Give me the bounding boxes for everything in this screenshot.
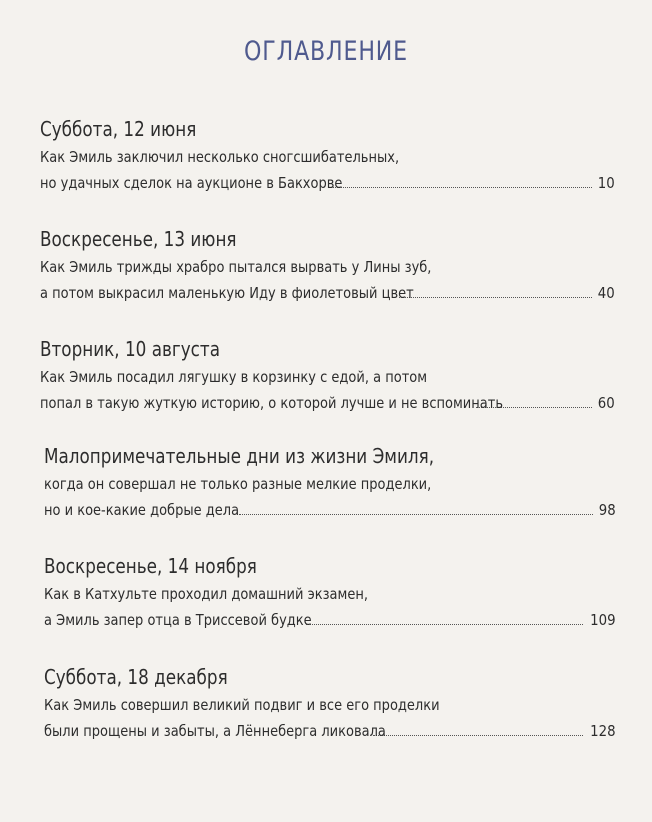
page-number: 40 [598, 284, 615, 302]
entry-last-line [44, 718, 616, 744]
entry-text: Как Эмиль совершил великий подвиг и все его проделки [44, 696, 440, 714]
entry-date: Воскресенье, 13 июня [40, 227, 237, 251]
entry-last-line [40, 280, 615, 306]
entry-date: Воскресенье, 14 ноября [44, 554, 257, 578]
toc-entry [44, 441, 616, 523]
page-number: 10 [598, 174, 615, 192]
dot-leader [399, 296, 592, 298]
entry-text: попал в такую жуткую историю, о которой лучше и не вспоминать [40, 394, 504, 412]
page-number: 128 [590, 722, 616, 740]
toc-entry [40, 114, 615, 196]
page-title: ОГЛАВЛЕНИЕ [244, 36, 408, 67]
entry-line [44, 581, 616, 607]
dot-leader [239, 513, 593, 515]
entry-text: когда он совершал не только разные мелкие проделки, [44, 475, 432, 493]
entry-line [40, 254, 615, 280]
toc-entry [44, 551, 616, 633]
entry-date: Суббота, 18 декабря [44, 665, 228, 689]
dot-leader [373, 734, 583, 736]
entry-text: Как Эмиль заключил несколько сногсшибательных, [40, 148, 400, 166]
dot-leader [329, 186, 592, 188]
entry-line [44, 471, 616, 497]
page-number: 109 [590, 611, 616, 629]
entry-text: а Эмиль запер отца в Триссевой будке [44, 611, 312, 629]
entry-last-line [44, 497, 616, 523]
toc-entry [44, 662, 616, 744]
entry-text: но удачных сделок на аукционе в Бакхорве [40, 174, 343, 192]
entry-date: Суббота, 12 июня [40, 117, 197, 141]
entry-line [44, 692, 616, 718]
entry-last-line [40, 170, 615, 196]
entry-date: Малопримечательные дни из жизни Эмиля, [44, 444, 435, 468]
toc-entry [40, 334, 615, 416]
entry-text: а потом выкрасил маленькую Иду в фиолетовый цвет [40, 284, 414, 302]
entry-text: Как Эмиль посадил лягушку в корзинку с едой, а потом [40, 368, 428, 386]
page-number: 60 [598, 394, 615, 412]
toc-entry [40, 224, 615, 306]
page-number: 98 [599, 501, 616, 519]
dot-leader [306, 623, 583, 625]
entry-line [40, 364, 615, 390]
entry-text: но и кое-какие добрые дела [44, 501, 240, 519]
entry-line [40, 144, 615, 170]
entry-last-line [44, 607, 616, 633]
entry-date: Вторник, 10 августа [40, 337, 220, 361]
entry-last-line [40, 390, 615, 416]
entry-text: были прощены и забыты, а Лённеберга ликовала [44, 722, 386, 740]
entry-text: Как в Катхульте проходил домашний экзамен, [44, 585, 368, 603]
entry-text: Как Эмиль трижды храбро пытался вырвать у Лины зуб, [40, 258, 432, 276]
